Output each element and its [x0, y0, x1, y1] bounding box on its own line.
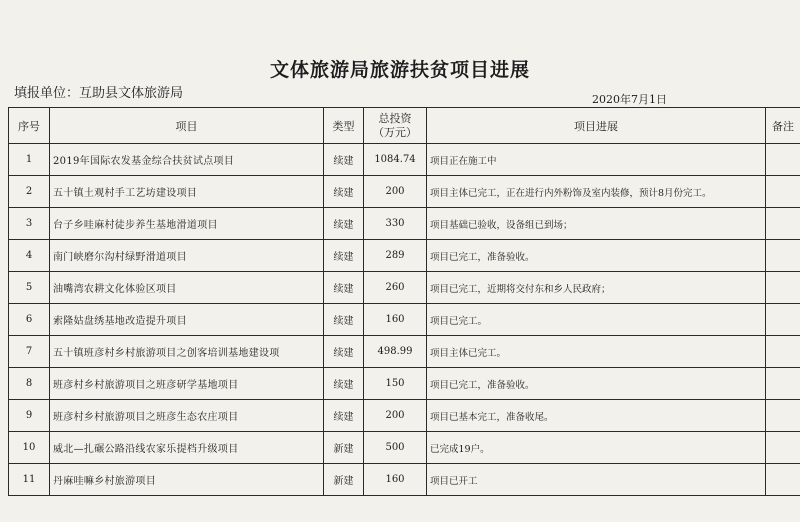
cell-project-name: 丹麻哇嘛乡村旅游项目	[50, 464, 324, 496]
header-progress: 项目进展	[427, 108, 766, 144]
cell-project-name: 南门峡磨尔沟村绿野滑道项目	[50, 240, 324, 272]
cell-progress: 项目正在施工中	[427, 144, 766, 176]
cell-project-name: 班彦村乡村旅游项目之班彦生态农庄项目	[50, 400, 324, 432]
cell-type: 新建	[324, 464, 364, 496]
cell-investment: 160	[364, 464, 427, 496]
header-project: 项目	[50, 108, 324, 144]
cell-project-name: 班彦村乡村旅游项目之班彦研学基地项目	[50, 368, 324, 400]
cell-type: 续建	[324, 272, 364, 304]
cell-type: 新建	[324, 432, 364, 464]
table-row	[9, 336, 800, 368]
cell-project-name: 油嘴湾农耕文化体验区项目	[50, 272, 324, 304]
table-row	[9, 144, 800, 176]
cell-remark	[766, 240, 800, 272]
table-row	[9, 368, 800, 400]
cell-number: 11	[9, 464, 50, 496]
cell-investment: 1084.74	[364, 144, 427, 176]
cell-type: 续建	[324, 400, 364, 432]
table-row	[9, 208, 800, 240]
cell-progress: 项目已开工	[427, 464, 766, 496]
table-row	[9, 304, 800, 336]
table-row	[9, 272, 800, 304]
cell-type: 续建	[324, 336, 364, 368]
cell-number: 6	[9, 304, 50, 336]
cell-investment: 160	[364, 304, 427, 336]
cell-remark	[766, 304, 800, 336]
cell-remark	[766, 464, 800, 496]
report-date: 2020年7月1日	[592, 93, 667, 106]
cell-number: 4	[9, 240, 50, 272]
cell-project-name: 威北—扎碾公路沿线农家乐提档升级项目	[50, 432, 324, 464]
table-row	[9, 400, 800, 432]
cell-investment: 289	[364, 240, 427, 272]
cell-progress: 项目已完工，准备验收。	[427, 240, 766, 272]
cell-progress: 项目主体已完工。	[427, 336, 766, 368]
cell-type: 续建	[324, 368, 364, 400]
header-remark: 备注	[766, 108, 800, 144]
cell-progress: 项目已完工，准备验收。	[427, 368, 766, 400]
header-investment	[364, 108, 427, 144]
cell-remark	[766, 336, 800, 368]
table-row	[9, 432, 800, 464]
cell-progress: 项目主体已完工，正在进行内外粉饰及室内装修，预计8月份完工。	[427, 176, 766, 208]
cell-project-name: 2019年国际农发基金综合扶贫试点项目	[50, 144, 324, 176]
cell-progress: 项目基础已验收，设备组已到场；	[427, 208, 766, 240]
header-investment-line2: （万元）	[373, 125, 417, 139]
cell-remark	[766, 176, 800, 208]
cell-type: 续建	[324, 240, 364, 272]
cell-investment: 200	[364, 400, 427, 432]
cell-number: 2	[9, 176, 50, 208]
header-type: 类型	[324, 108, 364, 144]
cell-remark	[766, 368, 800, 400]
cell-progress: 项目已完工。	[427, 304, 766, 336]
table-row	[9, 240, 800, 272]
cell-number: 5	[9, 272, 50, 304]
cell-type: 续建	[324, 144, 364, 176]
cell-type: 续建	[324, 304, 364, 336]
cell-progress: 已完成19户。	[427, 432, 766, 464]
header-number: 序号	[9, 108, 50, 144]
reporting-unit: 填报单位：互助县文体旅游局	[14, 86, 184, 101]
cell-number: 3	[9, 208, 50, 240]
cell-remark	[766, 208, 800, 240]
cell-remark	[766, 272, 800, 304]
cell-progress: 项目已完工，近期将交付东和乡人民政府；	[427, 272, 766, 304]
cell-number: 8	[9, 368, 50, 400]
document-title: 文体旅游局旅游扶贫项目进展	[269, 59, 530, 81]
table-row	[9, 464, 800, 496]
cell-number: 1	[9, 144, 50, 176]
header-investment-line1: 总投资	[378, 111, 412, 125]
cell-investment: 500	[364, 432, 427, 464]
table-header-row	[9, 108, 800, 144]
cell-number: 9	[9, 400, 50, 432]
cell-type: 续建	[324, 208, 364, 240]
cell-remark	[766, 432, 800, 464]
cell-remark	[766, 144, 800, 176]
cell-type: 续建	[324, 176, 364, 208]
cell-investment: 330	[364, 208, 427, 240]
cell-number: 7	[9, 336, 50, 368]
cell-investment: 200	[364, 176, 427, 208]
cell-number: 10	[9, 432, 50, 464]
cell-project-name: 五十镇土观村手工艺坊建设项目	[50, 176, 324, 208]
cell-project-name: 索隆姑盘绣基地改造提升项目	[50, 304, 324, 336]
cell-project-name: 五十镇班彦村乡村旅游项目之创客培训基地建设项	[50, 336, 324, 368]
cell-investment: 150	[364, 368, 427, 400]
cell-progress: 项目已基本完工，准备收尾。	[427, 400, 766, 432]
cell-investment: 498.99	[364, 336, 427, 368]
cell-investment: 260	[364, 272, 427, 304]
cell-remark	[766, 400, 800, 432]
project-progress-table	[8, 107, 800, 496]
table-row	[9, 176, 800, 208]
cell-project-name: 台子乡哇麻村徒步养生基地滑道项目	[50, 208, 324, 240]
